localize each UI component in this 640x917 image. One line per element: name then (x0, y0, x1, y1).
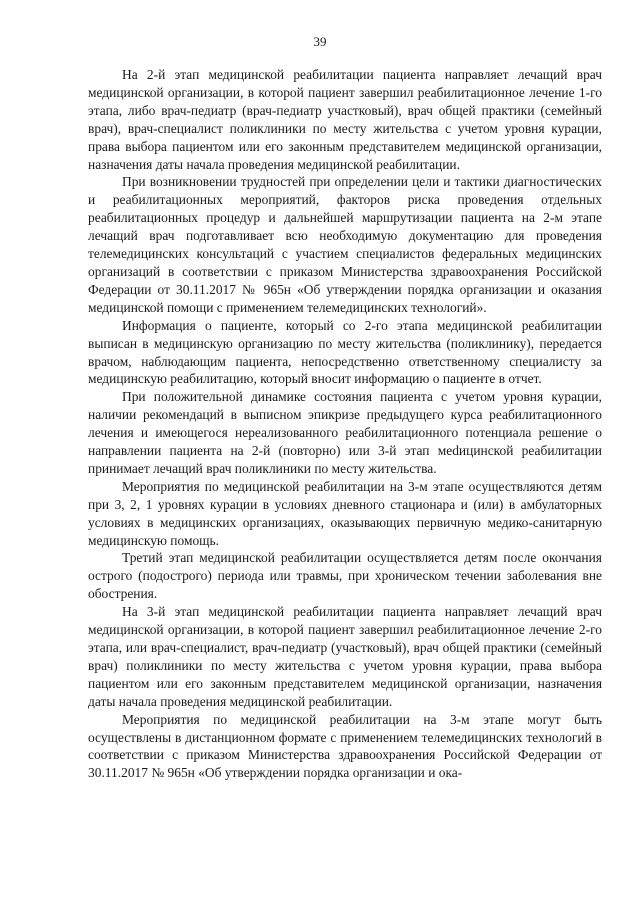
paragraph-8: Мероприятия по медицинской реабилитации на 3-м этапе могут быть осуществлены в дистанционном формате с применением телемедицинских технологий в соответствии с приказом Министерства здравоохранения Российской Федерации от 30.11.2017 № 965н «Об утверждении порядка организации и ока- (88, 711, 602, 781)
page-number: 39 (313, 34, 327, 49)
paragraph-3: Информация о пациенте, который со 2-го этапа медицинской реабилитации выписан в медицинскую организацию по месту жительства (поликлинику), передается врачом, наблюдающим пациента, непосредственно ответственному специалисту за медицинскую реабилитацию, который вносит информацию о пациенте в отчет. (88, 317, 602, 387)
body-text (88, 66, 602, 782)
paragraph-6: Третий этап медицинской реабилитации осуществляется детям после окончания острого (подострого) периода или травмы, при хроническом течении заболевания вне обострения. (88, 550, 602, 602)
paragraph-4: При положительной динамике состояния пациента с учетом уровня курации, наличии рекомендаций в выписном эпикризе предыдущего курса реабилитационного лечения и имеющегося нереализованного реабилитационного потенциала решение о направлении пациента на 2-й (повторно) или 3-й этап меdицинской реабилитации принимает лечащий врач поликлиники по месту жительства. (88, 389, 602, 476)
paragraph-1: На 2-й этап медицинской реабилитации пациента направляет лечащий врач медицинской организации, в которой пациент завершил реабилитационное лечение 1-го этапа, либо врач-педиатр (врач-педиатр участковый), врач общей практики (семейный врач), врач-специалист поликлиники по месту жительства с учетом уровня курации, права выбора пациентом или его законным представителем медицинской организации, назначения даты начала проведения медицинской реабилитации. (88, 67, 602, 172)
paragraph-2: При возникновении трудностей при определении цели и тактики диагностических и реабилитационных мероприятий, факторов риска проведения отдельных реабилитационных процедур и дальнейшей маршрутизации пациента на 2-м этапе лечащий врач подготавливает всю необходимую документацию для проведения телемедицинских консультаций с участием специалистов федеральных медицинских организаций в соответствии с приказом Министерства здравоохранения Российской Федерации от 30.11.2017 № 965н «Об утверждении порядка организации и оказания медицинской помощи с применением телемедицинских технологий». (88, 174, 602, 315)
paragraph-5: Мероприятия по медицинской реабилитации на 3-м этапе осуществляются детям при 3, 2, 1 уровнях курации в условиях дневного стационара и (или) в амбулаторных условиях в медицинских организациях, оказывающих первичную медико-санитарную медицинскую помощь. (88, 478, 602, 548)
paragraph-7: На 3-й этап медицинской реабилитации пациента направляет лечащий врач медицинской организации, в которой пациент завершил реабилитационное лечение 2-го этапа, или врач-специалист, врач-педиатр (участковый), врач общей практики (семейный врач) поликлиники по месту жительства с учетом уровня курации, права выбора пациентом или его законным представителем медицинской организации, назначения даты начала проведения медицинской реабилитации. (88, 604, 602, 709)
